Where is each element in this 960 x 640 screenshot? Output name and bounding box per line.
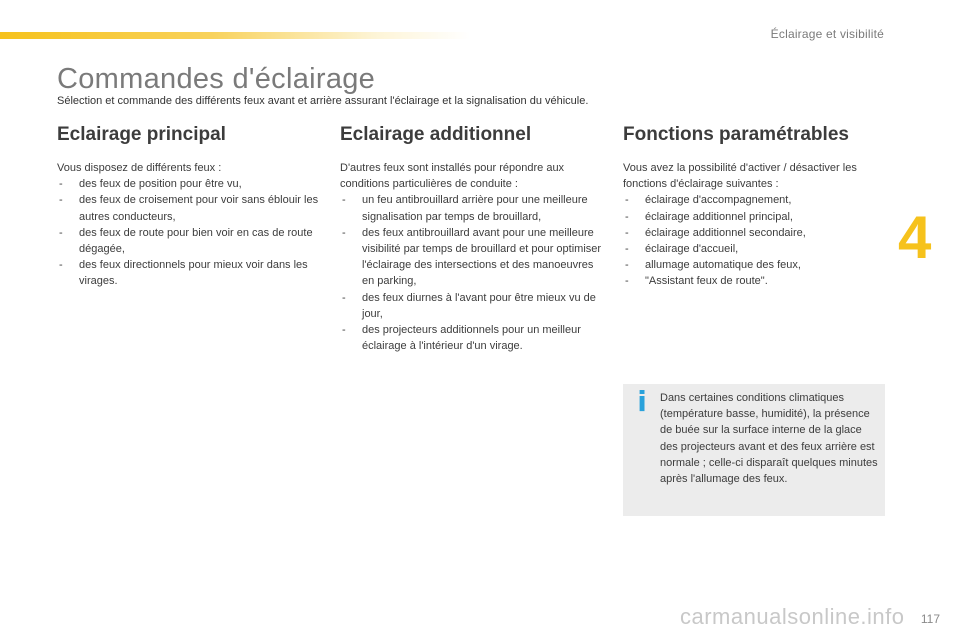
list-item (623, 225, 888, 241)
column-intro: Vous avez la possibilité d'activer / désactiver les fonctions d'éclairage suivantes : (623, 162, 857, 191)
list-dash: - (59, 226, 63, 239)
list-item-text: des feux de route pour bien voir en cas de route dégagée, (79, 226, 313, 256)
list-item (340, 322, 605, 354)
list-item-text: "Assistant feux de route". (645, 275, 768, 288)
chapter-number: 4 (898, 204, 932, 271)
column-heading: Eclairage additionnel (340, 124, 532, 145)
watermark: carmanualsonline.info (680, 604, 905, 629)
header-accent-bar (0, 32, 470, 39)
list-dash: - (625, 194, 629, 207)
list-dash: - (342, 194, 346, 207)
page-subtitle: Sélection et commande des différents feux avant et arrière assurant l'éclairage et la signalisation du véhicule. (57, 95, 589, 107)
list-dash: - (342, 226, 346, 239)
list-item (340, 290, 605, 322)
list-item-text: des feux de croisement pour voir sans éblouir les autres conducteurs, (79, 194, 319, 223)
column-eclairage-additionnel (340, 124, 605, 354)
column-eclairage-principal (57, 124, 322, 290)
list-dash: - (342, 324, 346, 337)
list-dash: - (625, 275, 629, 288)
column-fonctions-parametrables (623, 124, 888, 290)
list-dash: - (59, 178, 63, 191)
list-dash: - (625, 259, 629, 272)
list-item (623, 257, 888, 273)
info-text: Dans certaines conditions climatiques (température basse, humidité), la présence de buée sur la surface interne de la glace des projecteurs avant et des feux arrière est normale ; celle-ci disparaît quelques minutes après l'allumage des feux. (660, 392, 878, 486)
list-item (57, 225, 322, 257)
list-item-text: des feux antibrouillard avant pour une meilleure visibilité par temps de brouillard et pour optimiser l'éclairage des intersections et des manoeuvres en parking, (362, 226, 602, 288)
feature-list (340, 192, 605, 354)
info-box (623, 384, 885, 516)
list-dash: - (59, 259, 63, 272)
page-title: Commandes d'éclairage (57, 63, 376, 95)
column-heading: Fonctions paramétrables (623, 124, 849, 145)
list-item-text: éclairage d'accueil, (645, 243, 739, 256)
column-intro: D'autres feux sont installés pour répondre aux conditions particulières de conduite : (340, 162, 565, 191)
page-number: 117 (920, 612, 940, 626)
section-header: Éclairage et visibilité (770, 27, 884, 41)
list-item (57, 257, 322, 289)
list-item-text: un feu antibrouillard arrière pour une meilleure signalisation par temps de brouillard, (362, 194, 588, 223)
column-intro: Vous disposez de différents feux : (57, 162, 222, 174)
list-item-text: allumage automatique des feux, (645, 259, 801, 272)
list-item-text: des feux de position pour être vu, (79, 178, 242, 191)
list-item (57, 192, 322, 224)
list-dash: - (59, 194, 63, 207)
info-icon: i (637, 385, 647, 418)
list-item (340, 225, 605, 290)
list-item-text: éclairage additionnel principal, (645, 210, 793, 223)
list-dash: - (342, 291, 346, 304)
list-item-text: éclairage d'accompagnement, (645, 194, 792, 207)
list-dash: - (625, 243, 629, 256)
feature-list (623, 192, 888, 289)
list-dash: - (625, 210, 629, 223)
list-item-text: des feux diurnes à l'avant pour être mieux vu de jour, (362, 291, 596, 320)
list-item-text: éclairage additionnel secondaire, (645, 226, 806, 239)
list-item (57, 176, 322, 192)
list-item (340, 192, 605, 224)
list-item (623, 241, 888, 257)
column-heading: Eclairage principal (57, 124, 226, 145)
list-item (623, 192, 888, 208)
list-item-text: des projecteurs additionnels pour un meilleur éclairage à l'intérieur d'un virage. (362, 324, 581, 353)
list-dash: - (625, 226, 629, 239)
list-item (623, 209, 888, 225)
list-item (623, 273, 888, 289)
feature-list (57, 176, 322, 289)
list-item-text: des feux directionnels pour mieux voir dans les virages. (79, 259, 308, 288)
